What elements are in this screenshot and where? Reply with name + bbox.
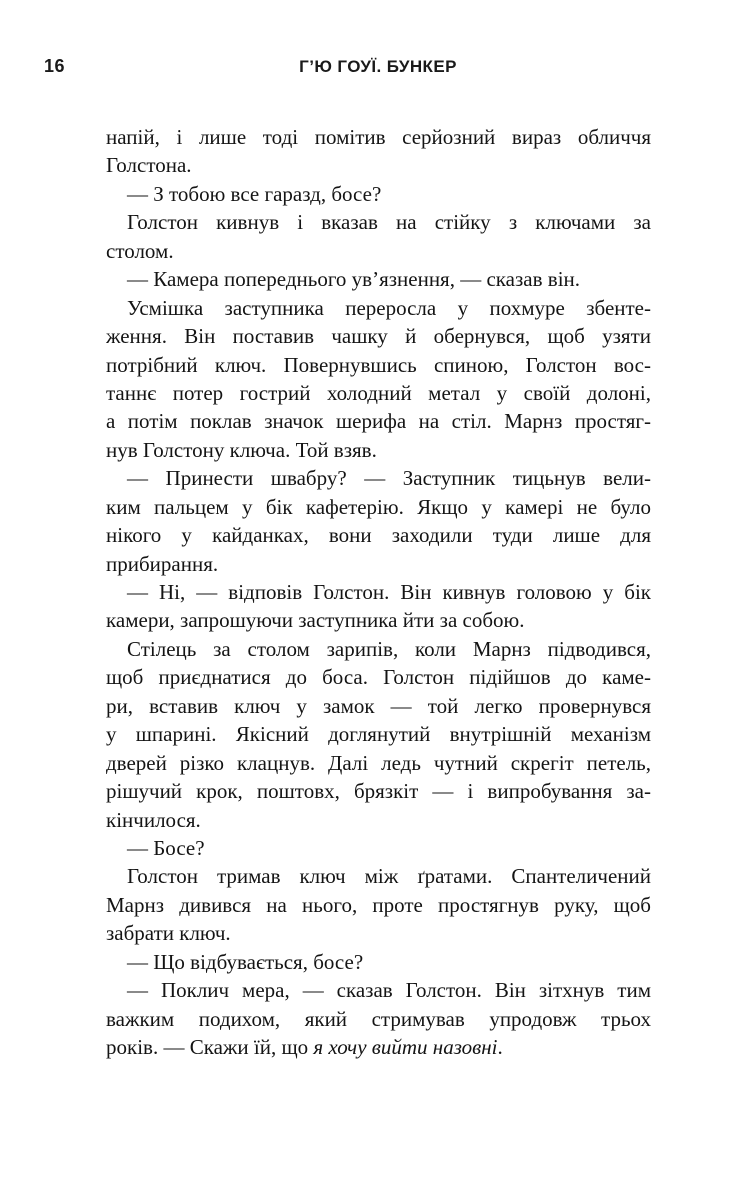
text-line xyxy=(106,578,651,606)
text-segment: рішучий крок, поштовх, брязкіт — і випробування за- xyxy=(106,779,651,804)
paragraph xyxy=(106,123,651,180)
text-line xyxy=(106,351,651,379)
text-segment: . xyxy=(497,1035,503,1059)
paragraph xyxy=(106,578,651,635)
text-line xyxy=(106,436,651,464)
text-line xyxy=(106,180,651,208)
text-segment: напій, і лише тоді помітив серйозний вираз обличчя xyxy=(106,125,651,149)
text-line xyxy=(106,294,651,322)
text-line xyxy=(106,692,651,720)
text-segment: — Камера попереднього ув’язнення, — сказав він. xyxy=(127,267,581,292)
text-segment: ження. Він поставив чашку й обернувся, щоб узяти xyxy=(106,324,651,349)
text-segment: — Ні, — відповів Голстон. Він кивнув головою у бік xyxy=(127,580,651,604)
text-line xyxy=(106,464,651,492)
text-segment: у шпарині. Якісний доглянутий внутрішній механізм xyxy=(106,722,651,747)
text-line xyxy=(106,919,651,947)
paragraph xyxy=(106,948,651,976)
text-line xyxy=(106,635,651,663)
running-title: Г’Ю ГОУЇ. БУНКЕР xyxy=(299,57,457,76)
text-segment: нув Голстону ключа. Той взяв. xyxy=(106,437,377,462)
text-segment: а потім поклав значок шерифа на стіл. Марнз простяг- xyxy=(106,409,651,434)
text-segment: щоб приєднатися до боса. Голстон підійшов до каме- xyxy=(106,665,651,690)
text-segment: — Принести швабру? — Заступник тицьнув вели- xyxy=(127,466,651,491)
text-segment: — Босе? xyxy=(127,835,205,860)
text-line xyxy=(106,891,651,919)
text-segment: камери, запрошуючи заступника йти за собою. xyxy=(106,608,525,633)
text-line xyxy=(106,123,651,151)
text-segment: Голстона. xyxy=(106,153,192,178)
text-segment: дверей різко клацнув. Далі ледь чутний скрегіт петель, xyxy=(106,750,651,775)
body-text xyxy=(106,123,651,1061)
text-segment: років. — Скажи їй, що xyxy=(106,1035,314,1059)
text-segment: Стілець за столом зарипів, коли Марнз підводився, xyxy=(127,636,651,661)
text-segment: Усмішка заступника переросла у похмуре збенте- xyxy=(127,295,651,320)
text-line xyxy=(106,606,651,634)
text-line xyxy=(106,521,651,549)
text-segment: таннє потер гострий холодний метал у своїй долоні, xyxy=(106,380,651,405)
text-line xyxy=(106,208,651,236)
text-segment: ри, вставив ключ у замок — той легко провернувся xyxy=(106,693,651,718)
text-line xyxy=(106,322,651,350)
text-segment: Голстон кивнув і вказав на стійку з ключами за xyxy=(127,210,651,235)
text-line xyxy=(106,1005,651,1033)
paragraph xyxy=(106,464,651,578)
paragraph xyxy=(106,635,651,834)
text-segment: — Що відбувається, босе? xyxy=(127,949,364,974)
text-line xyxy=(106,1033,651,1061)
text-line xyxy=(106,806,651,834)
text-segment: нікого у кайданках, вони заходили туди лише для xyxy=(106,523,651,548)
text-line xyxy=(106,407,651,435)
paragraph xyxy=(106,862,651,947)
text-segment: важким подихом, який стримував упродовж трьох xyxy=(106,1006,651,1031)
text-segment: прибирання. xyxy=(106,551,219,576)
text-line xyxy=(106,720,651,748)
text-segment: ким пальцем у бік кафетерію. Якщо у камері не було xyxy=(106,494,651,519)
paragraph xyxy=(106,265,651,293)
text-line xyxy=(106,550,651,578)
text-line xyxy=(106,493,651,521)
text-segment: Голстон тримав ключ між ґратами. Спантеличений xyxy=(127,864,651,889)
text-segment: забрати ключ. xyxy=(106,921,231,946)
paragraph xyxy=(106,976,651,1061)
paragraph xyxy=(106,180,651,208)
text-line xyxy=(106,379,651,407)
text-line xyxy=(106,151,651,179)
text-segment: столом. xyxy=(106,238,174,263)
page-number: 16 xyxy=(44,56,66,76)
text-segment: потрібний ключ. Повернувшись спиною, Голстон вос- xyxy=(106,352,651,377)
paragraph xyxy=(106,208,651,265)
text-segment: — Поклич мера, — сказав Голстон. Він зітхнув тим xyxy=(127,978,651,1003)
paragraph xyxy=(106,294,651,465)
emphasis-text: я хочу вийти назовні xyxy=(313,1035,498,1059)
text-segment: — З тобою все гаразд, босе? xyxy=(127,181,382,206)
text-line xyxy=(106,663,651,691)
text-line xyxy=(106,749,651,777)
paragraph xyxy=(106,834,651,862)
text-line xyxy=(106,265,651,293)
text-segment: Марнз дивився на нього, проте простягнув руку, щоб xyxy=(106,892,651,917)
text-line xyxy=(106,976,651,1004)
text-line xyxy=(106,237,651,265)
text-line xyxy=(106,834,651,862)
text-line xyxy=(106,948,651,976)
text-segment: кінчилося. xyxy=(106,807,201,832)
text-line xyxy=(106,862,651,890)
text-line xyxy=(106,777,651,805)
